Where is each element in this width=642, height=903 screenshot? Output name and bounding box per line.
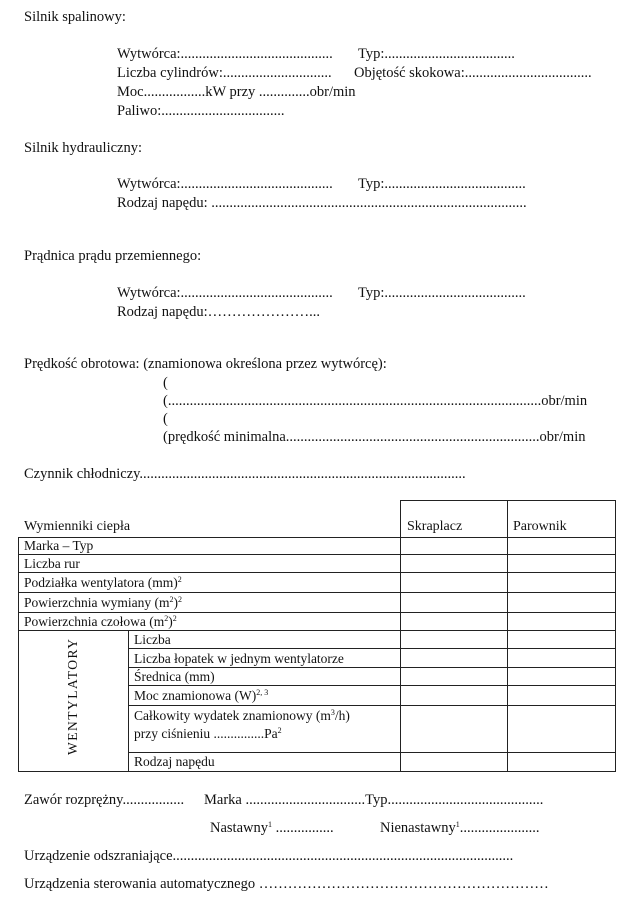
col-parownik: Parownik bbox=[513, 519, 567, 534]
heading-silnik-hydrauliczny: Silnik hydrauliczny: bbox=[24, 140, 142, 156]
field-paliwo[interactable]: Paliwo:.................................. bbox=[117, 103, 285, 119]
table-title: Wymienniki ciepła bbox=[24, 519, 131, 534]
field-urzadzenia-sterowania[interactable]: Urządzenia sterowania automatycznego …………………………………………………… bbox=[24, 876, 549, 892]
field-predkosc-znamionowa[interactable]: (.......................................................................................................obr/min bbox=[163, 393, 588, 409]
field-zawor-rozprezny[interactable]: Zawór rozprężny................. bbox=[24, 792, 185, 808]
row-moc-znamionowa: Moc znamionowa $(W)^{2, 3}$ bbox=[134, 688, 269, 703]
heading-predkosc-obrotowa: Prędkość obrotowa: (znamionowa określona przez wytwórcę): bbox=[24, 356, 387, 372]
field-objetosc-skokowa[interactable]: Objętość skokowa:................................... bbox=[354, 65, 592, 81]
row-marka-typ: Marka – Typ bbox=[24, 538, 94, 553]
row-powierzchnia-czolowa: Powierzchnia czołowa $(m^2)^2$ bbox=[24, 614, 177, 629]
predkosc-bracket-2: ( bbox=[163, 411, 168, 427]
row-calkowity-wydatek: Całkowity wydatek znamionowy $(m^3/h)$ bbox=[134, 708, 350, 723]
field-liczba-cylindrow[interactable]: Liczba cylindrów:.............................. bbox=[117, 65, 332, 81]
field-typ-3[interactable]: Typ:....................................... bbox=[358, 285, 526, 301]
heading-silnik-spalinowy: Silnik spalinowy: bbox=[24, 9, 126, 25]
field-nastawny[interactable]: Nastawny$^1$ ................ bbox=[210, 820, 334, 836]
row-liczba: Liczba bbox=[134, 632, 171, 647]
row-rodzaj-napedu: Rodzaj napędu bbox=[134, 754, 215, 769]
row-liczba-lopatek: Liczba łopatek w jednym wentylatorze bbox=[134, 651, 344, 666]
field-rodzaj-napedu-1[interactable]: Rodzaj napędu: ....................................................................................... bbox=[117, 195, 527, 211]
row-srednica: Średnica (mm) bbox=[134, 669, 215, 684]
field-typ-2[interactable]: Typ:....................................... bbox=[358, 176, 526, 192]
field-rodzaj-napedu-2[interactable]: Rodzaj napędu:…………………... bbox=[117, 304, 320, 320]
field-moc[interactable]: Moc.................kW przy ..............obr/min bbox=[117, 84, 356, 100]
field-zawor-marka-typ[interactable]: Marka .................................Typ........................................... bbox=[204, 792, 544, 808]
field-wytworca-2[interactable]: Wytwórca:.......................................... bbox=[117, 176, 333, 192]
field-nienastawny[interactable]: Nienastawny$^1$...................... bbox=[380, 820, 540, 836]
field-czynnik-chlodniczy[interactable]: Czynnik chłodniczy.......................................................................................... bbox=[24, 466, 466, 482]
predkosc-bracket-1: ( bbox=[163, 375, 168, 391]
col-skraplacz: Skraplacz bbox=[407, 519, 463, 534]
row-powierzchnia-wymiany: Powierzchnia wymiany $(m^2)^2$ bbox=[24, 595, 182, 610]
heading-pradnica: Prądnica prądu przemiennego: bbox=[24, 248, 202, 264]
field-wytworca-3[interactable]: Wytwórca:.......................................... bbox=[117, 285, 333, 301]
field-typ-1[interactable]: Typ:.................................... bbox=[358, 46, 515, 62]
field-predkosc-minimalna[interactable]: (prędkość minimalna......................................................................obr/min bbox=[163, 429, 586, 445]
row-liczba-rur: Liczba rur bbox=[24, 556, 80, 571]
row-podzialka: Podziałka wentylatora (mm)$^2$ bbox=[24, 575, 182, 590]
field-urzadzenie-odszraniajace[interactable]: Urządzenie odszraniające.............................................................................................. bbox=[24, 848, 514, 864]
label-wentylatory: WENTYLATORY bbox=[65, 637, 80, 755]
field-wytworca-1[interactable]: Wytwórca:.......................................... bbox=[117, 46, 333, 62]
row-przy-cisnieniu[interactable]: przy ciśnieniu ...............Pa$^2$ bbox=[134, 726, 282, 741]
